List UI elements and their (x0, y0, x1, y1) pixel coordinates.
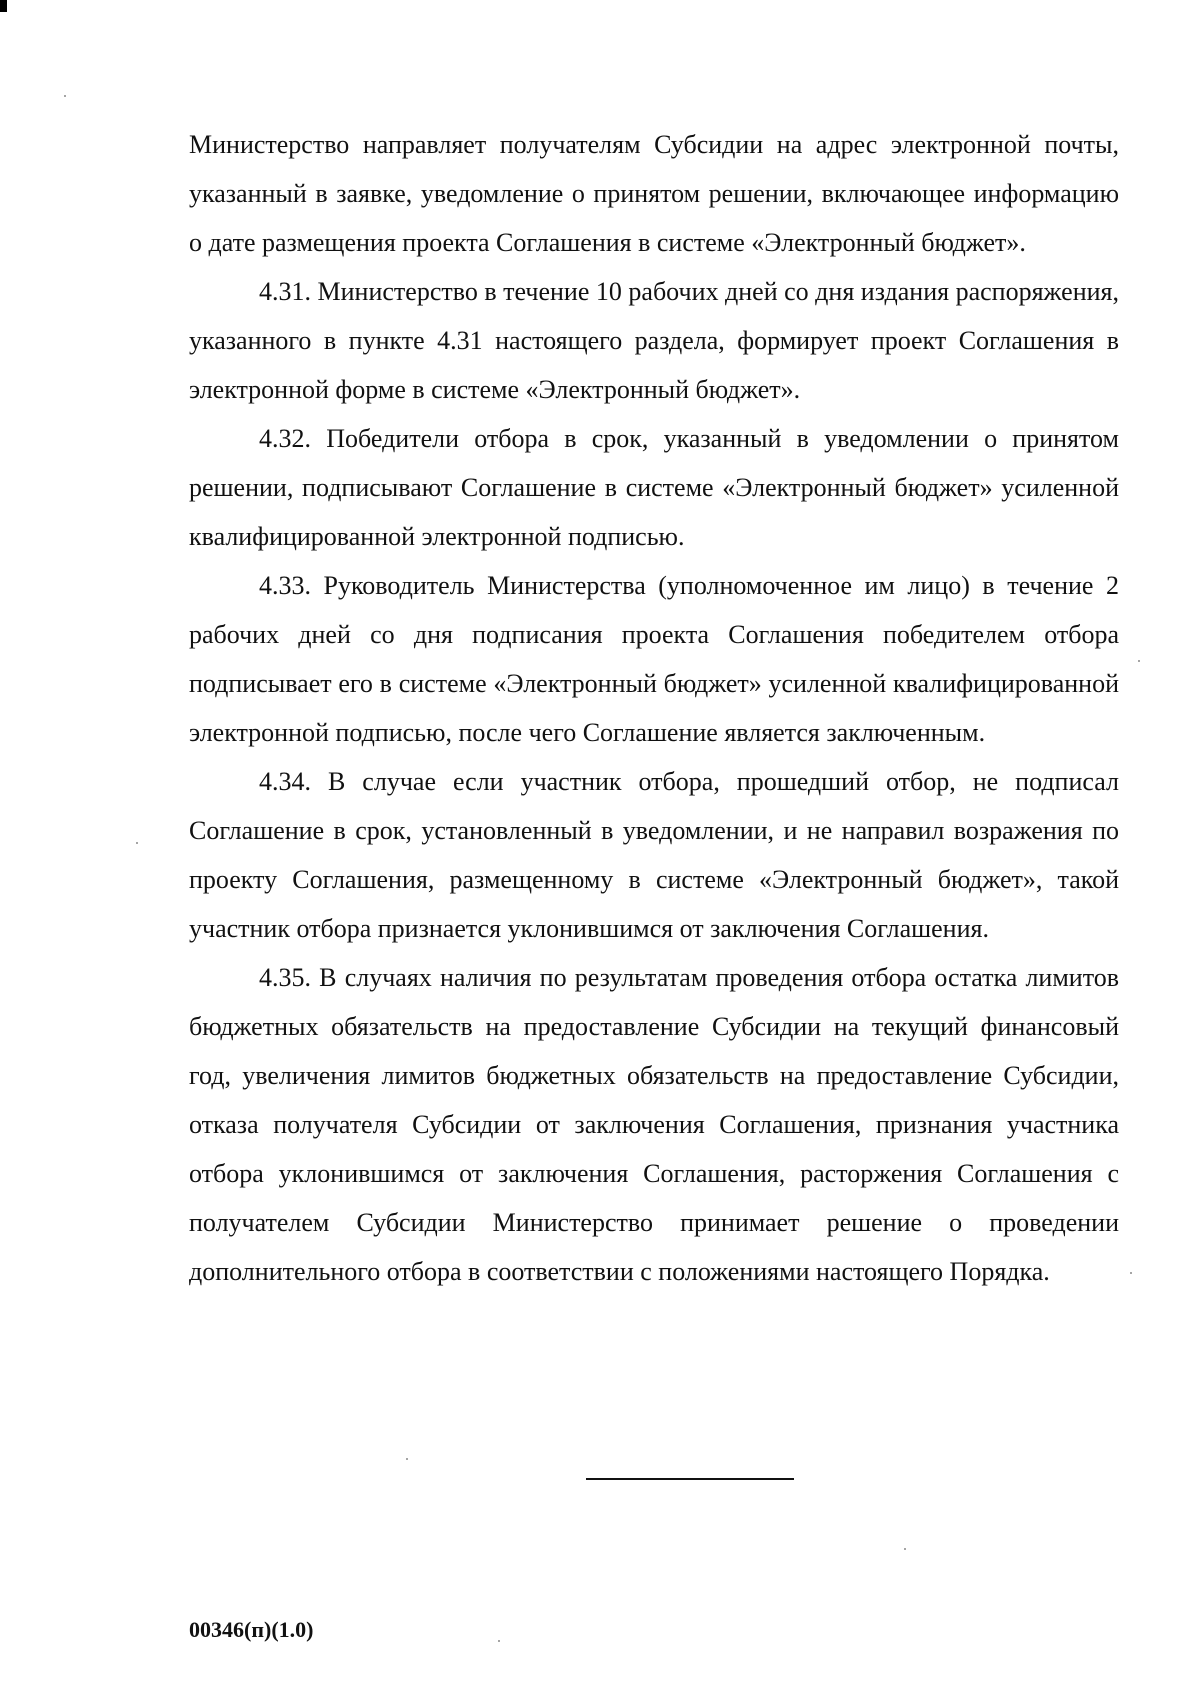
scan-speck (64, 95, 66, 97)
paragraph-4-33: 4.33. Руководитель Министерства (уполномоченное им лицо) в течение 2 рабочих дней со дня подписания проекта Соглашения победителем отбора подписывает его в системе «Электронный бюджет» усиленной квалифицированной электронной подписью, после чего Соглашение является заключенным. (189, 571, 1119, 747)
scan-speck (406, 1458, 408, 1460)
scan-corner-mark (0, 0, 7, 12)
document-code: 00346(п)(1.0) (189, 1617, 314, 1642)
document-body (189, 120, 1119, 1296)
paragraph-4-31: 4.31. Министерство в течение 10 рабочих дней со дня издания распоряжения, указанного в пункте 4.31 настоящего раздела, формирует проект Соглашения в электронной форме в системе «Электронный бюджет». (189, 277, 1119, 404)
paragraph-4-35: 4.35. В случаях наличия по результатам проведения отбора остатка лимитов бюджетных обязательств на предоставление Субсидии на текущий финансовый год, увеличения лимитов бюджетных обязательств на предоставление Субсидии, отказа получателя Субсидии от заключения Соглашения, признания участника отбора уклонившимся от заключения Соглашения, расторжения Соглашения с получателем Субсидии Министерство принимает решение о проведении дополнительного отбора в соответствии с положениями настоящего Порядка. (189, 963, 1119, 1286)
scan-speck (1130, 1272, 1132, 1274)
paragraph-intro: Министерство направляет получателям Субсидии на адрес электронной почты, указанный в заявке, уведомление о принятом решении, включающее информацию о дате размещения проекта Соглашения в системе «Электронный бюджет». (189, 130, 1119, 257)
scan-speck (904, 1548, 906, 1550)
paragraph-4-32: 4.32. Победители отбора в срок, указанный в уведомлении о принятом решении, подписывают Соглашение в системе «Электронный бюджет» усиленной квалифицированной электронной подписью. (189, 424, 1119, 551)
end-of-text-rule (586, 1478, 794, 1480)
scan-speck (136, 842, 138, 844)
scan-speck (498, 1640, 500, 1642)
scan-speck (1138, 660, 1140, 662)
paragraph-4-34: 4.34. В случае если участник отбора, прошедший отбор, не подписал Соглашение в срок, установленный в уведомлении, и не направил возражения по проекту Соглашения, размещенному в системе «Электронный бюджет», такой участник отбора признается уклонившимся от заключения Соглашения. (189, 767, 1119, 943)
